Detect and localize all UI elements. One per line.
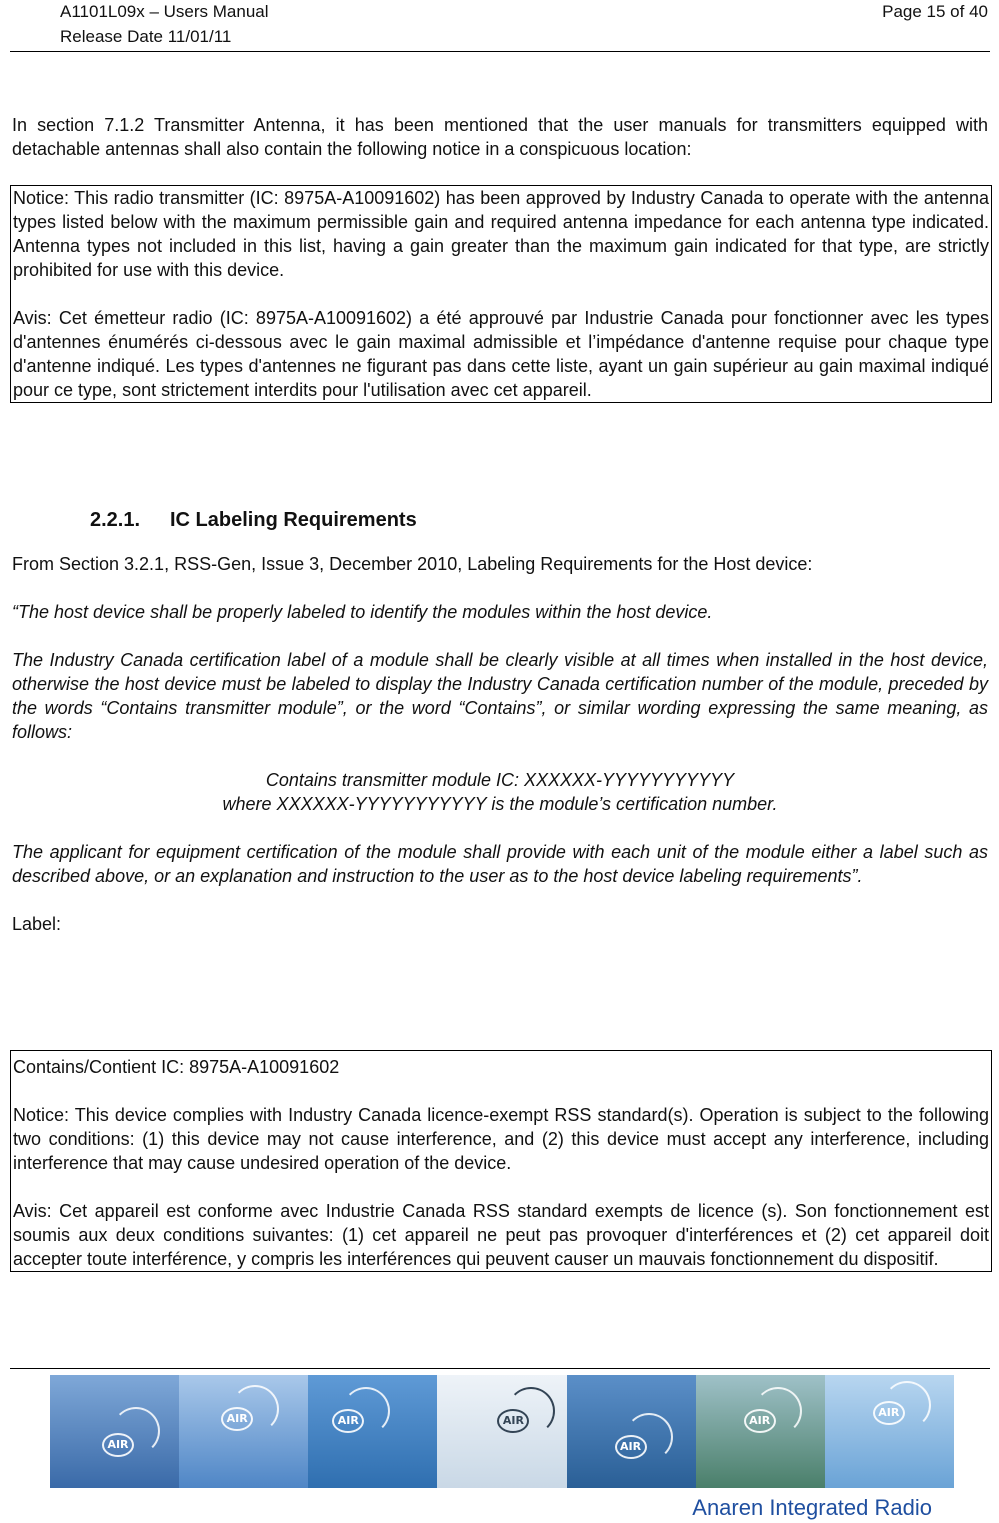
wireless-wave-icon [507,1387,555,1435]
banner-tile-windsurfer [567,1375,696,1488]
banner-tile-cyclist [308,1375,437,1488]
wireless-wave-icon [231,1385,279,1433]
quote-paragraph-2: The Industry Canada certification label of a module shall be clearly visible at all times when installed in the host device, otherwise the host device must be labeled to display the Industry Canada certification number of the module, preceded by the words “Contains transmitter module”, or the word “Contains”, or similar wording expressing the same meaning, as follows: [12,650,988,742]
brand-name: Anaren Integrated Radio [692,1495,932,1520]
banner-tile-skier [50,1375,179,1488]
air-badge-icon: AIR [744,1409,776,1433]
page-number: Page 15 of 40 [882,2,988,21]
from-section-text: From Section 3.2.1, RSS-Gen, Issue 3, December 2010, Labeling Requirements for the Host device: [12,554,813,574]
quote-paragraph-3: The applicant for equipment certification of the module shall provide with each unit of the module either a label such as described above, or an explanation and instruction to the user as to the host device labeling requirements”. [12,842,988,886]
air-badge-icon: AIR [332,1409,364,1433]
label-notice-english: Notice: This device complies with Industry Canada licence-exempt RSS standard(s). Operation is subject to the following two conditions: (1) this device may not cause interference, and (2) this device must accept any interference, including interference that may cause undesired operation of the device. [13,1105,989,1173]
label-box [10,1050,992,1272]
quote-paragraph-1: “The host device shall be properly labeled to identify the modules within the host device. [12,602,713,622]
banner-tile-jumper [179,1375,308,1488]
section-body [12,552,988,960]
wireless-wave-icon [342,1387,390,1435]
footer-banner [50,1375,954,1488]
antenna-notice-box [10,185,992,403]
wireless-wave-icon [754,1387,802,1435]
intro-paragraph: In section 7.1.2 Transmitter Antenna, it has been mentioned that the user manuals for transmitters equipped with detachable antennas shall also contain the following notice in a conspicuous location: [12,115,988,159]
release-date: Release Date 11/01/11 [60,27,232,46]
page-header [10,0,990,52]
section-heading [90,507,417,533]
wireless-wave-icon [625,1413,673,1461]
air-badge-icon: AIR [221,1407,253,1431]
section-number: 2.2.1. [90,509,141,531]
example-line-2: where XXXXXX-YYYYYYYYYYY is the module’s certification number. [222,794,778,814]
label-heading: Label: [12,914,62,934]
wireless-wave-icon [112,1407,160,1455]
section-title: IC Labeling Requirements [170,509,417,531]
air-badge-icon: AIR [102,1433,134,1457]
notice-french: Avis: Cet émetteur radio (IC: 8975A-A10091602) a été approuvé par Industrie Canada pour fonctionner avec les types d'antennes énumérés ci-dessous avec le gain maximal admissible et l’impédance d'antenne requise pour chaque type d'antenne indiqué. Les types d'antennes ne figurant pas dans cette liste, ayant un gain supérieur au gain maximal indiqué pour ce type, sont strictement interdits pour l'utilisation avec cet appareil. [13,308,989,400]
air-badge-icon: AIR [873,1401,905,1425]
wireless-wave-icon [883,1381,931,1429]
doc-title: A1101L09x – Users Manual [60,2,269,21]
banner-tile-skateboarder [825,1375,954,1488]
footer-divider [10,1368,990,1369]
air-badge-icon: AIR [615,1435,647,1459]
air-badge-icon: AIR [497,1409,529,1433]
example-line-1: Contains transmitter module IC: XXXXXX-YYYYYYYYYYY [265,770,735,790]
notice-english: Notice: This radio transmitter (IC: 8975A-A10091602) has been approved by Industry Canada to operate with the antenna types listed below with the maximum permissible gain and required antenna impedance for each antenna type indicated. Antenna types not included in this list, having a gain greater than the maximum gain indicated for that type, are strictly prohibited for use with this device. [13,188,989,280]
label-notice-french: Avis: Cet appareil est conforme avec Industrie Canada RSS standard exempts de licence (s). Son fonctionnement est soumis aux deux conditions suivantes: (1) cet appareil ne peut pas provoquer d'interférences et (2) cet appareil doit accepter toute interférence, y compris les interférences qui peuvent causer un mauvais fonctionnement du dispositif. [13,1201,989,1269]
banner-tile-snowboarder [437,1375,566,1488]
banner-tile-kayaker [696,1375,825,1488]
label-contains: Contains/Contient IC: 8975A-A10091602 [13,1057,340,1077]
